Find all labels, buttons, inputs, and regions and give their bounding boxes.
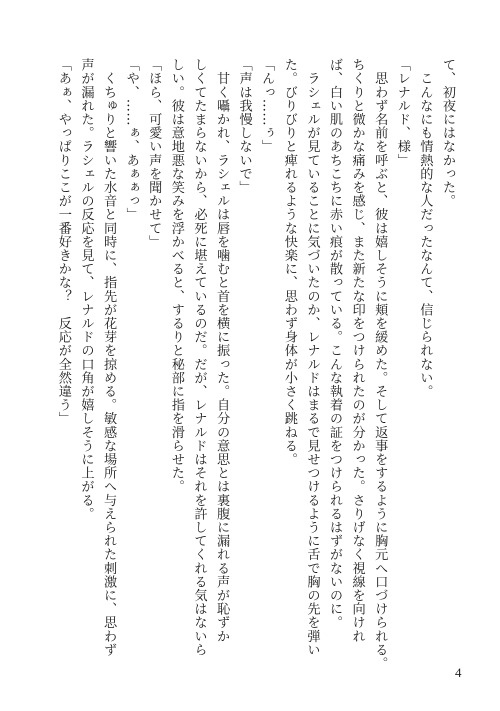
text-line: 「や、……ぁ、あぁぁっ」 (123, 58, 139, 222)
text-line: 「ほら、可愛い声を聞かせて」 (146, 58, 162, 249)
text-line: 「あぁ、やっぱりここが一番好きかな？ 反応が全然違う」 (55, 58, 71, 426)
text-line: ちくりと微かな痛みを感じ、また新たな印をつけられたのが分かった。さりげなく視線を向けれ (349, 58, 365, 643)
text-line: ば、白い肌のあちこちに赤い痕が散っている。こんな執着の証をつけられるはずがないのに。 (327, 58, 343, 630)
text-line: て、初夜にはなかった。 (440, 58, 455, 208)
text-line: 声が漏れた。ラシェルの反応を見て、レナルドの口角が嬉しそうに上がる。 (78, 58, 94, 521)
text-line: た。びりびりと痺れるような快楽に、思わず身体が小さく跳ねる。 (281, 58, 297, 466)
text-line: 「声は我慢しないで」 (236, 58, 252, 194)
text-line: しい。彼は意地悪な笑みを浮かべると、するりと秘部に指を滑らせた。 (168, 58, 184, 494)
text-line: しくてたまらないから、必死に堪えているのだ。だが、レナルドはそれを許してくれる気はないら (191, 58, 207, 657)
page-number: 4 (455, 665, 462, 680)
text-line: 「んっ……ぅ」 (259, 58, 275, 154)
vertical-text-body (51, 58, 458, 670)
text-line: 思わず名前を呼ぶと、彼は嬉しそうに頬を緩めた。そして返事をするように胸元へ口づけられる。 (372, 58, 388, 670)
text-line: ラシェルが見ていることに気づいたのか、レナルドはまるで見せつけるように舌で胸の先を弾い (304, 58, 320, 657)
text-line: 「レナルド、様」 (394, 58, 410, 167)
text-line: 甘く囁かれ、ラシェルは唇を噛むと首を横に振った。自分の意思とは裏腹に漏れる声が恥ずか (214, 58, 230, 643)
text-line: こんなにも情熱的な人だったなんて、信じられない。 (417, 58, 433, 398)
text-line: くちゅりと響いた水音と同時に、指先が花芽を掠める。敏感な場所へ与えられた刺激に、思わず (101, 58, 117, 657)
